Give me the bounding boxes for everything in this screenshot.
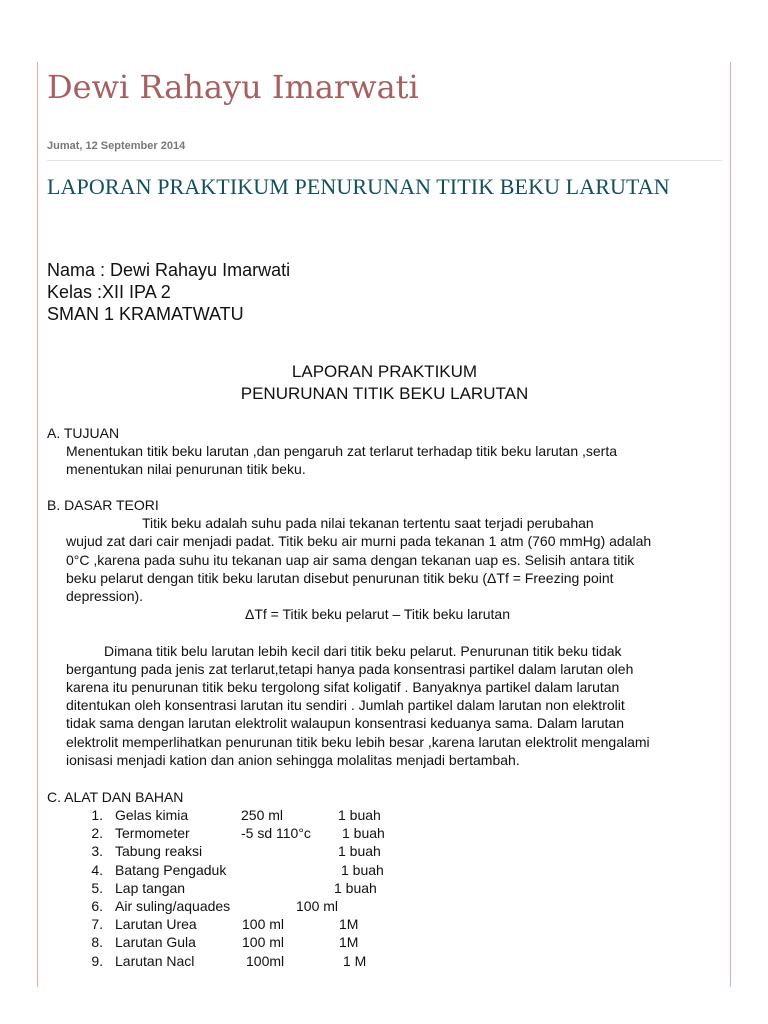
paragraph-line: beku pelarut dengan titik beku larutan disebut penurunan titik beku (ΔTf = Freezing point [66,570,614,586]
item-spec: 100 ml [296,897,339,914]
student-identity [47,259,290,325]
item-spec: 100 ml [242,934,285,951]
item-number: 6. [91,897,103,914]
section-heading-dasar-teori: B. DASAR TEORI [47,497,159,513]
right-border-line [730,62,731,987]
tujuan-line: menentukan nilai penurunan titik beku. [66,461,306,477]
item-name: Batang Pengaduk [115,861,227,878]
tujuan-line: Menentukan titik beku larutan ,dan pengaruh zat terlarut terhadap titik beku larutan ,serta [66,443,618,459]
student-name: Nama : Dewi Rahayu Imarwati [47,260,291,280]
formula: ΔTf = Titik beku pelarut – Titik beku larutan [245,606,510,622]
paragraph-line: ionisasi menjadi kation dan anion sehingga molalitas menjadi bertambah. [66,752,520,768]
paragraph-line: bergantung pada jenis zat terlarut,tetapi hanya pada konsentrasi partikel dalam larutan oleh [66,661,634,677]
left-border-line [37,62,38,987]
item-number: 8. [91,934,103,951]
paragraph-line: karena itu penurunan titik beku tergolong sifat koligatif . Banyaknya partikel dalam larutan [66,679,620,695]
item-qty: 1 buah [342,825,385,842]
student-school: SMAN 1 KRAMATWATU [47,304,244,324]
item-qty: 1 buah [341,861,384,878]
item-qty: 1 M [343,952,367,969]
item-number: 7. [91,916,103,933]
section-heading-tujuan: A. TUJUAN [47,425,120,441]
item-number: 4. [91,861,103,878]
paragraph-line: elektrolit memperlihatkan penurunan titik beku lebih besar ,karena larutan elektrolit mengalami [66,734,650,750]
item-name: Termometer [115,825,190,842]
paragraph-line: 0°C ,karena pada suhu itu tekanan uap air sama dengan tekanan uap es. Selisih antara titik [66,552,635,568]
paragraph-line: wujud zat dari cair menjadi padat. Titik beku air murni pada tekanan 1 atm (760 mmHg) adalah [66,533,652,549]
divider [47,160,722,161]
report-subheading: PENURUNAN TITIK BEKU LARUTAN [240,384,529,403]
blog-title[interactable]: Dewi Rahayu Imarwati [47,68,419,106]
item-qty: 1 buah [338,807,381,823]
item-spec: 100 ml [242,916,285,933]
post-date: Jumat, 12 September 2014 [47,140,186,152]
item-name: Tabung reaksi [115,843,203,860]
report-heading: LAPORAN PRAKTIKUM [291,362,478,381]
item-qty: 1 buah [334,879,377,896]
item-number: 2. [91,825,103,842]
item-name: Larutan Gula [115,934,196,951]
item-qty: 1 buah [338,843,381,860]
paragraph-line: Dimana titik belu larutan lebih kecil dari titik beku pelarut. Penurunan titik beku tidak [104,643,622,659]
item-name: Larutan Nacl [115,952,195,969]
item-name: Gelas kimia [115,807,189,823]
paragraph-line: Titik beku adalah suhu pada nilai tekanan tertentu saat terjadi perubahan [142,515,594,531]
item-number: 3. [91,843,103,860]
item-number: 5. [91,879,103,896]
post-title[interactable]: LAPORAN PRAKTIKUM PENURUNAN TITIK BEKU LARUTAN [47,174,670,199]
student-class: Kelas :XII IPA 2 [47,282,171,302]
item-qty: 1M [339,916,359,933]
item-qty: 1M [339,934,359,951]
item-name: Lap tangan [115,879,186,896]
item-name: Larutan Urea [115,916,197,933]
paragraph-line: depression). [66,588,144,604]
item-number: 9. [91,952,103,969]
item-name: Air suling/aquades [115,897,231,914]
paragraph-line: ditentukan oleh konsentrasi larutan itu sendiri . Jumlah partikel dalam larutan non elektrolit [66,697,625,713]
item-spec: 100ml [246,952,285,969]
section-heading-alat-bahan: C. ALAT DAN BAHAN [47,789,184,805]
item-spec: -5 sd 110°c [241,825,311,842]
paragraph-line: tidak sama dengan larutan elektrolit walaupun konsentrasi keduanya sama. Dalam larutan [66,715,624,731]
item-spec: 250 ml [241,807,284,823]
item-number: 1. [91,807,103,823]
